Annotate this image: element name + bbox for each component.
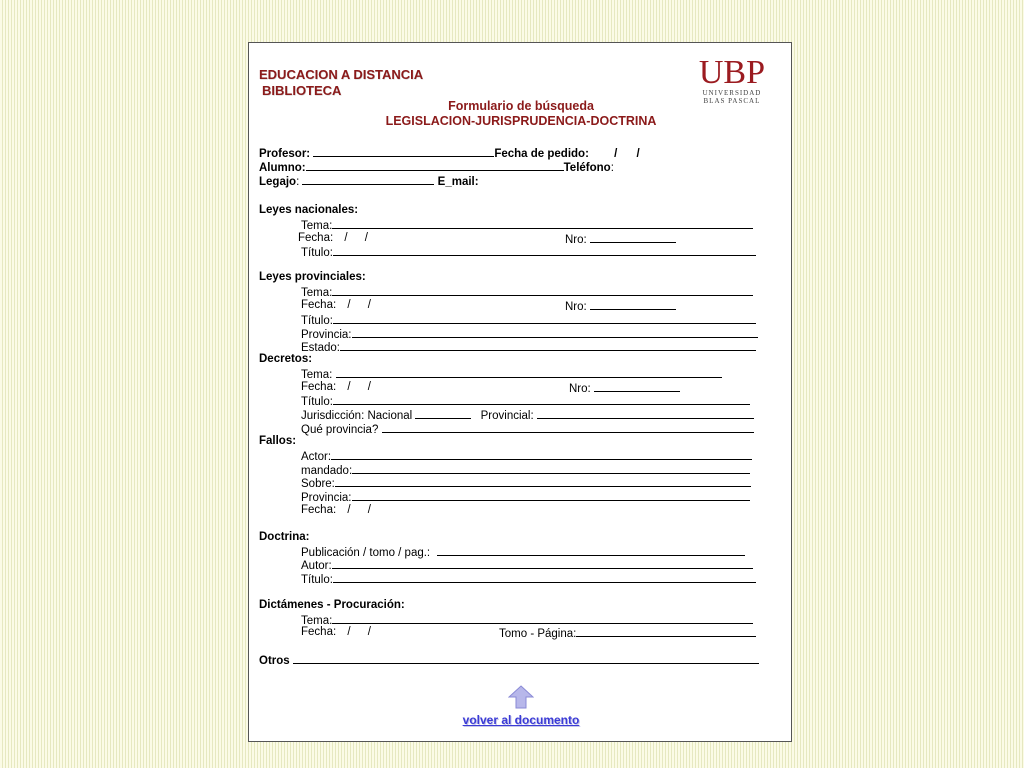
nro-label: Nro:	[565, 234, 587, 246]
autor-field[interactable]	[332, 558, 753, 569]
ln-titulo-row	[301, 245, 756, 261]
section-doctrina: Doctrina:	[259, 531, 310, 543]
titulo-label: Título:	[301, 247, 333, 259]
mandado-label: mandado:	[301, 465, 353, 477]
fecha-label: Fecha:	[301, 504, 337, 516]
titulo-label: Título:	[301, 574, 333, 586]
date-slash: /	[347, 626, 351, 638]
date-slash: /	[367, 626, 371, 638]
date-slash: /	[347, 381, 351, 393]
ln-fecha-row	[298, 232, 368, 246]
tema-label: Tema:	[301, 369, 333, 381]
date-slash: /	[367, 381, 371, 393]
telefono-colon: :	[610, 162, 614, 174]
provincial-field[interactable]	[537, 408, 754, 419]
titulo-label: Título:	[301, 396, 333, 408]
nacional-field[interactable]	[415, 408, 471, 419]
publicacion-label: Publicación / tomo / pag.:	[301, 547, 431, 559]
provincia-label: Provincia:	[301, 329, 352, 341]
logo-letters: UBP	[698, 54, 765, 91]
back-to-document-link[interactable]: volver al documento	[462, 713, 580, 727]
section-fallos: Fallos:	[259, 435, 297, 447]
date-slash: /	[364, 232, 368, 244]
dec-que-provincia-row	[301, 422, 754, 438]
form-title-block	[249, 99, 793, 129]
date-slash: /	[614, 148, 618, 160]
tomo-pagina-field[interactable]	[576, 626, 756, 637]
logo-line-1: UNIVERSIDAD	[702, 89, 762, 97]
date-slash: /	[347, 504, 351, 516]
dec-tema-field[interactable]	[336, 367, 722, 378]
section-dictamenes: Dictámenes - Procuración:	[259, 599, 405, 611]
publicacion-field[interactable]	[437, 545, 745, 556]
tema-label: Tema:	[301, 287, 333, 299]
form-title: Formulario de búsqueda	[448, 99, 594, 113]
fecha-pedido-label: Fecha de pedido:	[494, 148, 589, 160]
ln-tema-row	[301, 218, 753, 234]
provincia-label: Provincia:	[301, 492, 352, 504]
ln-tema-field[interactable]	[332, 218, 753, 229]
dict-tomo-row	[499, 626, 756, 642]
legajo-colon: :	[296, 176, 300, 188]
date-slash: /	[367, 299, 371, 311]
telefono-label: Teléfono	[563, 162, 611, 174]
sobre-label: Sobre:	[301, 478, 335, 490]
fallos-provincia-field[interactable]	[352, 490, 750, 501]
document-header	[259, 67, 423, 99]
que-provincia-field[interactable]	[382, 422, 754, 433]
tomo-pagina-label: Tomo - Página:	[499, 628, 577, 640]
ln-titulo-field[interactable]	[333, 245, 756, 256]
header-line-2: BIBLIOTECA	[262, 83, 342, 98]
section-otros: Otros	[259, 655, 290, 667]
profesor-label: Profesor:	[259, 148, 311, 160]
date-slash: /	[344, 232, 348, 244]
footer	[249, 685, 793, 729]
lp-nro-field[interactable]	[590, 299, 676, 310]
fallos-fecha-row	[301, 504, 371, 518]
autor-label: Autor:	[301, 560, 332, 572]
fecha-label: Fecha:	[301, 626, 337, 638]
profesor-field[interactable]	[313, 146, 494, 157]
legajo-row	[259, 174, 479, 190]
dict-tema-field[interactable]	[332, 613, 753, 624]
fecha-label: Fecha:	[298, 232, 334, 244]
titulo-label: Título:	[301, 315, 333, 327]
section-leyes-nacionales: Leyes nacionales:	[259, 204, 359, 216]
logo-line-2: BLAS PASCAL	[703, 97, 761, 105]
provincial-label: Provincial:	[480, 410, 534, 422]
alumno-label: Alumno:	[259, 162, 306, 174]
lp-estado-row	[301, 340, 756, 356]
mandado-field[interactable]	[352, 463, 750, 474]
legajo-label: Legajo	[259, 176, 297, 188]
fecha-label: Fecha:	[301, 381, 337, 393]
que-provincia-label: Qué provincia?	[301, 424, 379, 436]
tema-label: Tema:	[301, 615, 333, 627]
date-slash: /	[636, 148, 640, 160]
otros-row	[259, 653, 759, 669]
legajo-field[interactable]	[302, 174, 434, 185]
jurisdiccion-label: Jurisdicción: Nacional	[301, 410, 413, 422]
dec-titulo-field[interactable]	[333, 394, 750, 405]
tema-label: Tema:	[301, 220, 333, 232]
lp-tema-field[interactable]	[332, 285, 753, 296]
alumno-field[interactable]	[306, 160, 564, 171]
header-line-1: EDUCACION A DISTANCIA	[259, 67, 424, 82]
lp-provincia-field[interactable]	[352, 327, 758, 338]
ln-nro-field[interactable]	[590, 232, 676, 243]
sobre-field[interactable]	[335, 476, 751, 487]
date-slash: /	[367, 504, 371, 516]
doc-titulo-row	[301, 572, 756, 588]
lp-titulo-field[interactable]	[333, 313, 756, 324]
dec-fecha-row	[301, 381, 371, 395]
otros-field[interactable]	[293, 653, 759, 664]
section-leyes-provinciales: Leyes provinciales:	[259, 271, 366, 283]
section-decretos: Decretos:	[259, 353, 313, 365]
actor-label: Actor:	[301, 451, 332, 463]
nro-label: Nro:	[565, 301, 587, 313]
date-slash: /	[347, 299, 351, 311]
lp-fecha-row	[301, 299, 371, 313]
estado-label: Estado:	[301, 342, 340, 354]
actor-field[interactable]	[331, 449, 752, 460]
fecha-label: Fecha:	[301, 299, 337, 311]
form-document	[248, 42, 792, 742]
email-label: E_mail:	[437, 176, 479, 188]
dict-fecha-row	[301, 626, 371, 640]
lp-estado-field[interactable]	[340, 340, 756, 351]
ubp-logo	[698, 54, 765, 105]
doc-titulo-field[interactable]	[333, 572, 756, 583]
up-arrow-icon[interactable]	[508, 685, 534, 714]
nro-label: Nro:	[569, 383, 591, 395]
form-subtitle: LEGISLACION-JURISPRUDENCIA-DOCTRINA	[385, 114, 657, 128]
dec-nro-field[interactable]	[594, 381, 680, 392]
